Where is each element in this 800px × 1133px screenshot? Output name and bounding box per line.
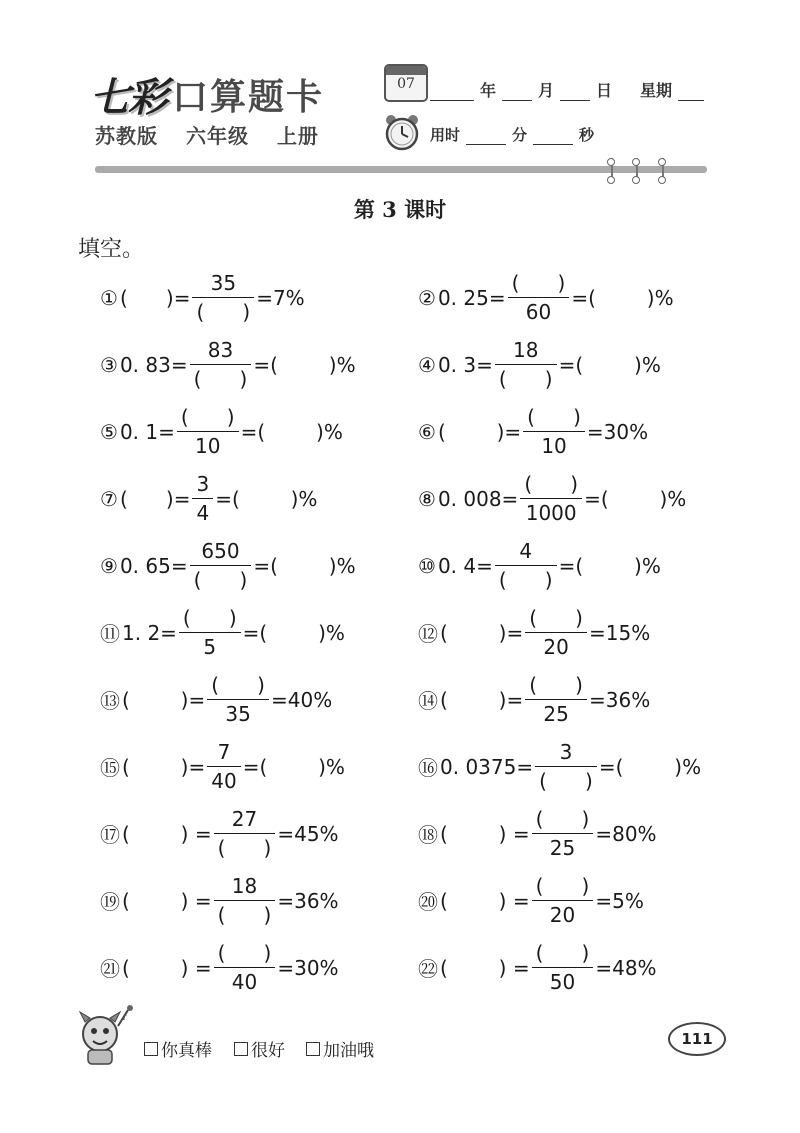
problem-item bbox=[418, 672, 650, 727]
logo: 七彩 bbox=[90, 74, 166, 121]
equation-text: =( )% bbox=[242, 620, 345, 645]
equation-text: =45% bbox=[277, 821, 339, 846]
problem-number: ⑮ bbox=[100, 756, 120, 780]
weekday-label: 星期 bbox=[640, 81, 673, 100]
problem-number: ⑭ bbox=[418, 689, 438, 713]
equation-text: 0. 4= bbox=[437, 553, 493, 578]
equation-text: 0. 25= bbox=[437, 285, 506, 310]
equation-text: =( )% bbox=[584, 486, 687, 511]
equation-text: 0. 008= bbox=[437, 486, 519, 511]
rating-great[interactable] bbox=[144, 1036, 212, 1061]
fraction-denominator: 10 bbox=[195, 434, 221, 458]
equation-text: ( )= bbox=[122, 687, 206, 712]
equation-text: =36% bbox=[277, 888, 339, 913]
calendar-day: 07 bbox=[397, 76, 415, 92]
problem-item bbox=[418, 337, 661, 392]
rating-good-label: 很好 bbox=[251, 1041, 285, 1061]
fraction bbox=[535, 739, 597, 794]
fraction-denominator: 1000 bbox=[525, 501, 577, 525]
problem-item bbox=[100, 471, 317, 526]
problem-item bbox=[418, 270, 674, 325]
equation-text: 0. 3= bbox=[437, 352, 493, 377]
fraction-denominator: 20 bbox=[543, 635, 569, 659]
problem-number: ⑲ bbox=[100, 890, 120, 914]
equation-text: =48% bbox=[595, 955, 657, 980]
equation-text: =( )% bbox=[571, 285, 674, 310]
equation-text: =( )% bbox=[253, 352, 356, 377]
svg-text:♪: ♪ bbox=[122, 1013, 128, 1022]
edition-line bbox=[95, 120, 339, 149]
fraction-numerator: ( ) bbox=[211, 673, 265, 697]
fraction bbox=[525, 672, 587, 727]
equation-text: ( )= bbox=[440, 620, 524, 645]
fraction-numerator: 4 bbox=[519, 539, 533, 563]
fraction-denominator: ( ) bbox=[193, 367, 248, 391]
problem-item bbox=[418, 471, 686, 526]
fraction-numerator: 18 bbox=[513, 338, 539, 362]
fraction bbox=[207, 739, 240, 794]
fraction-numerator: ( ) bbox=[182, 606, 237, 630]
problem-item bbox=[418, 940, 657, 995]
fraction bbox=[190, 538, 252, 593]
equation-text: ( )= bbox=[440, 687, 524, 712]
card-title: 口算题卡 bbox=[172, 77, 325, 118]
fraction-denominator: ( ) bbox=[217, 836, 272, 860]
fraction bbox=[523, 404, 585, 459]
fraction bbox=[192, 471, 213, 526]
fraction bbox=[207, 672, 269, 727]
fraction-numerator: ( ) bbox=[524, 472, 579, 496]
problem-number: ⑦ bbox=[100, 486, 118, 511]
fraction-denominator: ( ) bbox=[193, 568, 248, 592]
problem-item bbox=[100, 940, 339, 995]
fraction-numerator: 3 bbox=[559, 740, 573, 764]
equation-text: =( )% bbox=[253, 553, 356, 578]
fraction bbox=[495, 337, 557, 392]
equation-text: =36% bbox=[588, 687, 651, 712]
equation-text: 0. 65= bbox=[119, 553, 188, 578]
problem-item bbox=[100, 337, 356, 392]
problem-number: ⑪ bbox=[100, 622, 120, 646]
problem-number: ⑳ bbox=[418, 890, 438, 914]
fraction-numerator: 650 bbox=[201, 539, 240, 563]
fraction-numerator: ( ) bbox=[535, 941, 590, 965]
seconds-blank[interactable] bbox=[533, 128, 573, 145]
checkbox[interactable] bbox=[306, 1042, 320, 1056]
fraction-denominator: 50 bbox=[549, 970, 576, 994]
fraction-numerator: 83 bbox=[207, 338, 234, 362]
fraction-numerator: ( ) bbox=[527, 405, 581, 429]
problem-item bbox=[100, 538, 356, 593]
fraction-denominator: 25 bbox=[543, 702, 569, 726]
fraction-numerator: 18 bbox=[231, 874, 258, 898]
fraction bbox=[214, 806, 276, 861]
problem-item bbox=[100, 873, 339, 928]
fraction-numerator: ( ) bbox=[511, 271, 566, 295]
problem-number: ⑰ bbox=[100, 823, 120, 847]
equation-text: ( )= bbox=[119, 285, 191, 310]
fraction-denominator: 20 bbox=[549, 903, 576, 927]
fraction-denominator: 25 bbox=[549, 836, 576, 860]
fraction bbox=[192, 270, 254, 325]
time-used-label: 用时 bbox=[430, 126, 461, 144]
bead-ornament bbox=[658, 176, 666, 184]
fraction-numerator: ( ) bbox=[529, 606, 583, 630]
equation-text: 1. 2= bbox=[122, 620, 177, 645]
lesson-title: 第 3 课时 bbox=[353, 197, 447, 222]
fraction-denominator: ( ) bbox=[498, 568, 553, 592]
equation-text: 0. 0375= bbox=[440, 754, 534, 779]
problem-number: ④ bbox=[418, 352, 436, 377]
equation-text: =40% bbox=[270, 687, 333, 712]
problem-item bbox=[100, 605, 345, 660]
rating-keep-going-label: 加油哦 bbox=[323, 1041, 374, 1061]
fraction-numerator: ( ) bbox=[535, 807, 590, 831]
problem-number: ⑨ bbox=[100, 553, 118, 578]
equation-text: ( ) = bbox=[440, 888, 530, 913]
day-label: 日 bbox=[596, 81, 613, 100]
equation-text: =30% bbox=[586, 419, 649, 444]
fraction-denominator: 35 bbox=[225, 702, 251, 726]
fraction-denominator: ( ) bbox=[217, 903, 272, 927]
fraction-denominator: ( ) bbox=[498, 367, 553, 391]
equation-text: =( )% bbox=[598, 754, 702, 779]
rating-great-label: 你真棒 bbox=[161, 1041, 212, 1061]
problem-item bbox=[100, 270, 305, 325]
problem-number: ⑩ bbox=[418, 553, 436, 578]
fraction bbox=[532, 940, 594, 995]
fraction bbox=[179, 605, 241, 660]
year-blank[interactable] bbox=[430, 84, 474, 101]
bead-ornament bbox=[607, 176, 615, 184]
problem-item bbox=[100, 739, 345, 794]
fraction-numerator: ( ) bbox=[529, 673, 583, 697]
problem-number: ㉑ bbox=[100, 957, 120, 981]
fraction-numerator: ( ) bbox=[180, 405, 235, 429]
equation-text: =( )% bbox=[558, 352, 661, 377]
equation-text: ( ) = bbox=[122, 955, 212, 980]
mascot-illustration bbox=[70, 1004, 140, 1068]
equation-text: ( )= bbox=[437, 419, 522, 444]
problem-number: ⑱ bbox=[418, 823, 438, 847]
problem-item bbox=[100, 404, 343, 459]
checkbox[interactable] bbox=[234, 1042, 248, 1056]
problem-item bbox=[100, 806, 339, 861]
equation-text: =( )% bbox=[215, 486, 318, 511]
problem-number: ⑯ bbox=[418, 756, 438, 780]
rating-good[interactable] bbox=[234, 1036, 285, 1061]
checkbox[interactable] bbox=[144, 1042, 158, 1056]
calendar-icon bbox=[384, 64, 428, 102]
fraction-denominator: ( ) bbox=[196, 300, 251, 324]
equation-text: =7% bbox=[256, 285, 305, 310]
alarm-clock-icon bbox=[382, 112, 422, 152]
problem-item bbox=[418, 739, 701, 794]
problem-number: ② bbox=[418, 285, 436, 310]
minutes-blank[interactable] bbox=[466, 128, 506, 145]
minutes-label: 分 bbox=[512, 126, 528, 144]
problem-number: ㉒ bbox=[418, 957, 438, 981]
fraction-denominator: 4 bbox=[196, 501, 210, 525]
rating-keep-going[interactable] bbox=[306, 1036, 374, 1061]
page-number: 111 bbox=[668, 1022, 726, 1056]
bead-ornament bbox=[632, 158, 640, 166]
fraction bbox=[532, 806, 594, 861]
problem-number: ⑧ bbox=[418, 486, 436, 511]
fraction-numerator: ( ) bbox=[217, 941, 272, 965]
month-blank[interactable] bbox=[502, 84, 532, 101]
problem-number: ③ bbox=[100, 352, 118, 377]
fraction bbox=[525, 605, 587, 660]
year-label: 年 bbox=[480, 81, 497, 100]
weekday-blank[interactable] bbox=[678, 84, 704, 101]
fraction-numerator: ( ) bbox=[535, 874, 590, 898]
time-fill-line bbox=[430, 124, 600, 145]
problem-item bbox=[100, 672, 332, 727]
problem-number: ⑤ bbox=[100, 419, 118, 444]
equation-text: =( )% bbox=[558, 553, 661, 578]
equation-text: ( ) = bbox=[122, 888, 212, 913]
date-fill-line bbox=[430, 78, 704, 101]
equation-text: ( )= bbox=[122, 754, 206, 779]
problem-item bbox=[418, 806, 657, 861]
fraction-denominator: 40 bbox=[211, 769, 237, 793]
problem-number: ① bbox=[100, 285, 118, 310]
fraction-denominator: ( ) bbox=[539, 769, 593, 793]
problem-item bbox=[418, 404, 648, 459]
equation-text: ( ) = bbox=[122, 821, 212, 846]
fraction bbox=[532, 873, 594, 928]
month-label: 月 bbox=[538, 81, 555, 100]
fraction bbox=[190, 337, 252, 392]
seconds-label: 秒 bbox=[579, 126, 595, 144]
fraction bbox=[520, 471, 582, 526]
fraction-numerator: 3 bbox=[196, 472, 210, 496]
instruction: 填空。 bbox=[78, 237, 145, 262]
equation-text: =15% bbox=[588, 620, 651, 645]
edition-grade: 六年级 bbox=[185, 124, 249, 148]
equation-text: ( ) = bbox=[440, 821, 530, 846]
bead-ornament bbox=[658, 158, 666, 166]
equation-text: =5% bbox=[595, 888, 644, 913]
equation-text: =30% bbox=[277, 955, 339, 980]
fraction-numerator: 27 bbox=[231, 807, 258, 831]
problem-number: ⑫ bbox=[418, 622, 438, 646]
bead-ornament bbox=[607, 158, 615, 166]
equation-text: =80% bbox=[595, 821, 657, 846]
day-blank[interactable] bbox=[560, 84, 590, 101]
fraction bbox=[495, 538, 557, 593]
equation-text: 0. 83= bbox=[119, 352, 188, 377]
edition-publisher: 苏教版 bbox=[95, 124, 158, 148]
equation-text: ( )= bbox=[119, 486, 191, 511]
brand bbox=[90, 66, 324, 123]
equation-text: ( ) = bbox=[440, 955, 530, 980]
fraction-denominator: 40 bbox=[231, 970, 258, 994]
fraction bbox=[177, 404, 239, 459]
equation-text: =( )% bbox=[242, 754, 345, 779]
problem-item bbox=[418, 538, 661, 593]
fraction-numerator: 35 bbox=[210, 271, 237, 295]
fraction bbox=[214, 873, 276, 928]
bead-ornament bbox=[632, 176, 640, 184]
equation-text: 0. 1= bbox=[119, 419, 175, 444]
fraction-denominator: 10 bbox=[541, 434, 567, 458]
header-divider bbox=[95, 166, 707, 173]
edition-volume: 上册 bbox=[276, 124, 319, 148]
problem-number: ⑥ bbox=[418, 419, 436, 444]
problem-number: ⑬ bbox=[100, 689, 120, 713]
problem-item bbox=[418, 873, 644, 928]
fraction bbox=[508, 270, 570, 325]
fraction-numerator: 7 bbox=[217, 740, 231, 764]
fraction-denominator: 60 bbox=[525, 300, 552, 324]
equation-text: =( )% bbox=[240, 419, 343, 444]
fraction bbox=[214, 940, 276, 995]
problem-item bbox=[418, 605, 650, 660]
fraction-denominator: 5 bbox=[203, 635, 217, 659]
